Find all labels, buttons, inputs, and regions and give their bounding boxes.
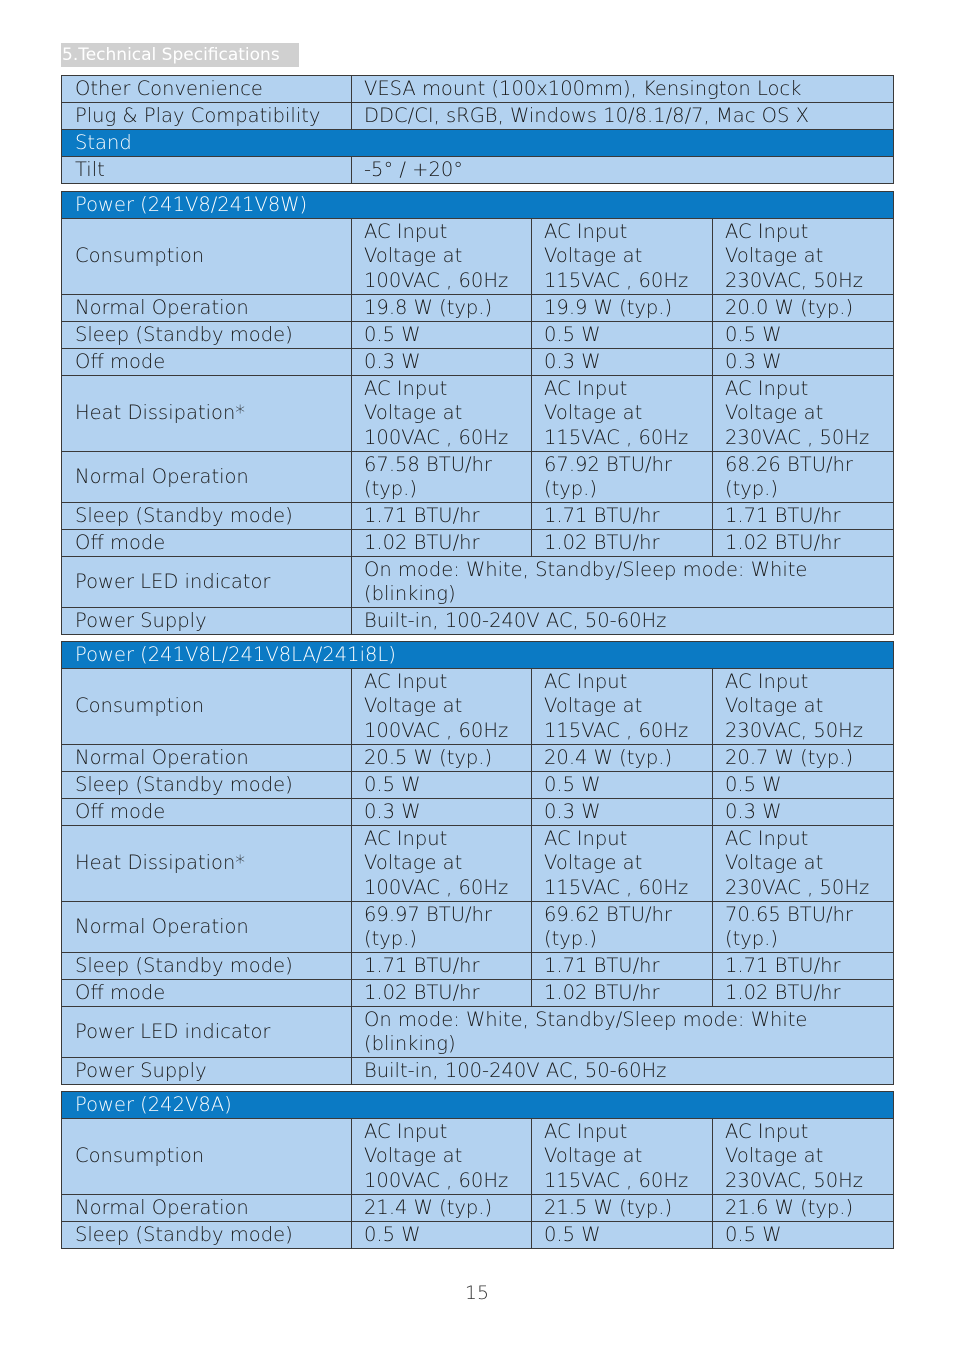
table-row	[62, 503, 894, 530]
row-label: Consumption	[62, 219, 352, 295]
table-row	[62, 1119, 894, 1195]
cell-100vac: AC Input Voltage at 100VAC , 60Hz	[352, 826, 532, 902]
cell-115vac: 20.4 W (typ.)	[532, 745, 713, 772]
table-row	[62, 669, 894, 745]
cell-230vac: 0.5 W	[713, 1222, 894, 1249]
section-title: 5.Technical Specifications	[61, 43, 299, 67]
cell-230vac: AC Input Voltage at 230VAC, 50Hz	[713, 1119, 894, 1195]
cell-100vac: 0.5 W	[352, 1222, 532, 1249]
cell-115vac: 67.92 BTU/hr (typ.)	[532, 452, 713, 503]
cell-230vac: AC Input Voltage at 230VAC , 50Hz	[713, 376, 894, 452]
cell-100vac: 67.58 BTU/hr (typ.)	[352, 452, 532, 503]
cell-100vac: 69.97 BTU/hr (typ.)	[352, 902, 532, 953]
section-header-label: Stand	[62, 130, 894, 157]
table-row	[62, 452, 894, 503]
row-label: Sleep (Standby mode)	[62, 503, 352, 530]
table-row	[62, 1222, 894, 1249]
cell-115vac: AC Input Voltage at 115VAC , 60Hz	[532, 1119, 713, 1195]
cell-230vac: 20.0 W (typ.)	[713, 295, 894, 322]
spec-table-general	[61, 75, 894, 184]
cell-115vac: 1.02 BTU/hr	[532, 530, 713, 557]
row-value: DDC/CI, sRGB, Windows 10/8.1/8/7, Mac OS X	[352, 103, 894, 130]
row-label: Consumption	[62, 669, 352, 745]
cell-230vac: 68.26 BTU/hr (typ.)	[713, 452, 894, 503]
row-label: Off mode	[62, 530, 352, 557]
table-section-header	[62, 642, 894, 669]
row-label: Power Supply	[62, 1058, 352, 1085]
row-label: Normal Operation	[62, 902, 352, 953]
row-label: Plug & Play Compatibility	[62, 103, 352, 130]
cell-115vac: 19.9 W (typ.)	[532, 295, 713, 322]
spec-table-power-242v8a	[61, 1091, 894, 1249]
row-label: Normal Operation	[62, 1195, 352, 1222]
cell-115vac: 1.71 BTU/hr	[532, 953, 713, 980]
cell-115vac: AC Input Voltage at 115VAC , 60Hz	[532, 826, 713, 902]
row-label: Off mode	[62, 349, 352, 376]
row-label: Sleep (Standby mode)	[62, 953, 352, 980]
row-label: Consumption	[62, 1119, 352, 1195]
cell-230vac: 1.71 BTU/hr	[713, 503, 894, 530]
cell-100vac: 0.5 W	[352, 772, 532, 799]
table-row	[62, 1195, 894, 1222]
table-row	[62, 1007, 894, 1058]
row-label: Sleep (Standby mode)	[62, 1222, 352, 1249]
table-row	[62, 219, 894, 295]
row-label: Off mode	[62, 799, 352, 826]
section-header-label: Power (241V8L/241V8LA/241i8L)	[62, 642, 894, 669]
table-row	[62, 1058, 894, 1085]
row-value: Built-in, 100-240V AC, 50-60Hz	[352, 1058, 894, 1085]
cell-100vac: 1.71 BTU/hr	[352, 953, 532, 980]
row-label: Off mode	[62, 980, 352, 1007]
cell-100vac: 1.71 BTU/hr	[352, 503, 532, 530]
table-row	[62, 772, 894, 799]
table-section-header	[62, 130, 894, 157]
page-number: 15	[464, 1282, 490, 1304]
cell-230vac: 1.02 BTU/hr	[713, 530, 894, 557]
row-label: Normal Operation	[62, 452, 352, 503]
table-row	[62, 745, 894, 772]
cell-100vac: 1.02 BTU/hr	[352, 980, 532, 1007]
cell-100vac: AC Input Voltage at 100VAC , 60Hz	[352, 1119, 532, 1195]
cell-100vac: 1.02 BTU/hr	[352, 530, 532, 557]
row-label: Heat Dissipation*	[62, 376, 352, 452]
cell-115vac: 69.62 BTU/hr (typ.)	[532, 902, 713, 953]
cell-115vac: 0.5 W	[532, 1222, 713, 1249]
row-label: Normal Operation	[62, 295, 352, 322]
cell-100vac: 0.3 W	[352, 349, 532, 376]
cell-230vac: 0.5 W	[713, 772, 894, 799]
table-row	[62, 103, 894, 130]
row-label: Sleep (Standby mode)	[62, 322, 352, 349]
cell-230vac: AC Input Voltage at 230VAC, 50Hz	[713, 219, 894, 295]
row-value: -5° / +20°	[352, 157, 894, 184]
row-label: Power LED indicator	[62, 1007, 352, 1058]
cell-115vac: 21.5 W (typ.)	[532, 1195, 713, 1222]
cell-115vac: 0.3 W	[532, 799, 713, 826]
row-value: On mode: White, Standby/Sleep mode: White (blinking)	[352, 557, 894, 608]
section-header-label: Power (242V8A)	[62, 1092, 894, 1119]
row-label: Sleep (Standby mode)	[62, 772, 352, 799]
cell-115vac: 1.02 BTU/hr	[532, 980, 713, 1007]
cell-115vac: AC Input Voltage at 115VAC , 60Hz	[532, 669, 713, 745]
row-label: Other Convenience	[62, 76, 352, 103]
cell-230vac: 0.3 W	[713, 799, 894, 826]
cell-115vac: 0.5 W	[532, 772, 713, 799]
cell-115vac: AC Input Voltage at 115VAC , 60Hz	[532, 219, 713, 295]
table-row	[62, 980, 894, 1007]
cell-230vac: 0.3 W	[713, 349, 894, 376]
cell-115vac: AC Input Voltage at 115VAC , 60Hz	[532, 376, 713, 452]
row-value: On mode: White, Standby/Sleep mode: White (blinking)	[352, 1007, 894, 1058]
table-row	[62, 902, 894, 953]
row-label: Power Supply	[62, 608, 352, 635]
table-row	[62, 322, 894, 349]
cell-230vac: 1.02 BTU/hr	[713, 980, 894, 1007]
table-row	[62, 826, 894, 902]
cell-100vac: 20.5 W (typ.)	[352, 745, 532, 772]
table-section-header	[62, 192, 894, 219]
row-label: Power LED indicator	[62, 557, 352, 608]
cell-100vac: 0.5 W	[352, 322, 532, 349]
cell-230vac: 20.7 W (typ.)	[713, 745, 894, 772]
cell-230vac: AC Input Voltage at 230VAC, 50Hz	[713, 669, 894, 745]
cell-115vac: 1.71 BTU/hr	[532, 503, 713, 530]
table-section-header	[62, 1092, 894, 1119]
table-row	[62, 557, 894, 608]
table-row	[62, 157, 894, 184]
table-row	[62, 953, 894, 980]
cell-230vac: 70.65 BTU/hr (typ.)	[713, 902, 894, 953]
cell-230vac: 1.71 BTU/hr	[713, 953, 894, 980]
table-row	[62, 799, 894, 826]
table-row	[62, 608, 894, 635]
cell-100vac: 0.3 W	[352, 799, 532, 826]
row-label: Heat Dissipation*	[62, 826, 352, 902]
cell-230vac: AC Input Voltage at 230VAC , 50Hz	[713, 826, 894, 902]
row-value: Built-in, 100-240V AC, 50-60Hz	[352, 608, 894, 635]
spec-table-power-241v8	[61, 191, 894, 635]
row-value: VESA mount (100x100mm), Kensington Lock	[352, 76, 894, 103]
row-label: Tilt	[62, 157, 352, 184]
cell-115vac: 0.5 W	[532, 322, 713, 349]
cell-115vac: 0.3 W	[532, 349, 713, 376]
cell-100vac: AC Input Voltage at 100VAC , 60Hz	[352, 219, 532, 295]
section-header-label: Power (241V8/241V8W)	[62, 192, 894, 219]
table-row	[62, 76, 894, 103]
cell-230vac: 0.5 W	[713, 322, 894, 349]
row-label: Normal Operation	[62, 745, 352, 772]
spec-table-power-241v8l	[61, 641, 894, 1085]
cell-100vac: AC Input Voltage at 100VAC , 60Hz	[352, 669, 532, 745]
cell-100vac: 21.4 W (typ.)	[352, 1195, 532, 1222]
table-row	[62, 349, 894, 376]
cell-230vac: 21.6 W (typ.)	[713, 1195, 894, 1222]
table-row	[62, 376, 894, 452]
cell-100vac: AC Input Voltage at 100VAC , 60Hz	[352, 376, 532, 452]
cell-100vac: 19.8 W (typ.)	[352, 295, 532, 322]
table-row	[62, 295, 894, 322]
table-row	[62, 530, 894, 557]
